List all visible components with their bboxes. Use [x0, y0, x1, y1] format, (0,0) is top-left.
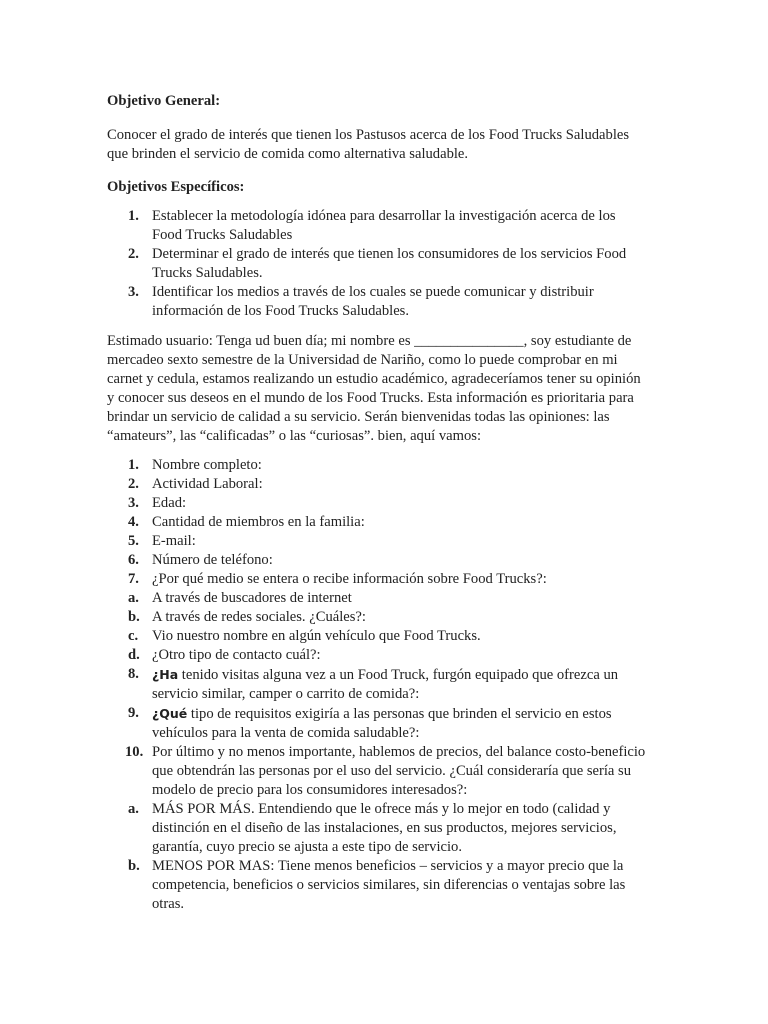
list-item-text: Nombre completo:	[152, 457, 262, 473]
question-9-bold-start: ¿Qué	[152, 706, 188, 721]
list-marker: 4.	[128, 514, 139, 530]
price-option-text: MENOS POR MAS: Tiene menos beneficios – servicios y a mayor precio que la competencia, beneficios o servicios similares, sin diferencias o ventajas sobre las otras.	[152, 858, 626, 912]
list-item-text: Edad:	[152, 495, 187, 511]
question-8-text: tenido visitas alguna vez a un Food Truck, furgón equipado que ofrezca un servicio similar, camper o carrito de comida?:	[152, 667, 619, 702]
list-item-text: A través de redes sociales. ¿Cuáles?:	[152, 609, 366, 625]
question-8	[107, 665, 647, 704]
price-option-text: MÁS POR MÁS. Entendiendo que le ofrece más y lo mejor en todo (calidad y distinción en el diseño de las instalaciones, en sus productos, mejores servicios, garantía, cuyo precio se ajusta a este tipo de servicio.	[152, 801, 617, 855]
list-marker: 7.	[128, 571, 139, 587]
list-marker: 2.	[128, 246, 139, 262]
intro-paragraph: Estimado usuario: Tenga ud buen día; mi nombre es _______________, soy estudiante de mercadeo sexto semestre de la Universidad de Nariño, como lo puede comprobar en mi carnet y cedula, estamos realizando un estudio académico, agradeceríamos tener su opinión y conocer sus deseos en el mundo de los Food Trucks. Esta información es prioritaria para brindar un servicio de calidad a su servicio. Serán bienvenidas todas las opiniones: las “amateurs”, las “calificadas” o las “curiosas”. bien, aquí vamos:	[107, 333, 641, 444]
list-item	[107, 283, 647, 321]
list-marker: c.	[128, 628, 139, 644]
list-item-text: A través de buscadores de internet	[152, 590, 352, 606]
general-objective-heading: Objetivo General:	[107, 93, 221, 109]
list-marker: 9.	[128, 705, 139, 721]
list-item	[107, 551, 647, 570]
list-item	[107, 456, 647, 475]
list-marker: 3.	[128, 284, 139, 300]
list-item	[107, 570, 647, 589]
list-marker: 6.	[128, 552, 139, 568]
question-9-text: tipo de requisitos exigiría a las personas que brinden el servicio en estos vehículos para la venta de comida saludable?:	[152, 706, 612, 741]
question-10-text: Por último y no menos importante, hablemos de precios, del balance costo-beneficio que obtendrán las personas por el uso del servicio. ¿Cuál consideraría que sería su modelo de precio para los consumidores interesados?:	[152, 744, 646, 798]
list-item-text: Vio nuestro nombre en algún vehículo que Food Trucks.	[152, 628, 481, 644]
list-item	[107, 627, 647, 646]
list-item-text: Cantidad de miembros en la familia:	[152, 514, 365, 530]
list-item	[107, 646, 647, 665]
list-marker: 3.	[128, 495, 139, 511]
list-item	[107, 532, 647, 551]
list-item	[107, 494, 647, 513]
list-item-text: ¿Otro tipo de contacto cuál?:	[152, 647, 321, 663]
question-9	[107, 704, 647, 743]
list-item-text: Número de teléfono:	[152, 552, 273, 568]
survey-list	[107, 456, 647, 914]
list-marker: 10.	[125, 744, 144, 760]
list-marker: 1.	[128, 457, 139, 473]
general-objective-text: Conocer el grado de interés que tienen los Pastusos acerca de los Food Trucks Saludables que brinden el servicio de comida como alternativa saludable.	[107, 127, 630, 162]
list-marker: 5.	[128, 533, 139, 549]
list-marker: b.	[128, 858, 140, 874]
list-marker: b.	[128, 609, 140, 625]
list-item-text: Identificar los medios a través de los cuales se puede comunicar y distribuir información de los Food Trucks Saludables.	[152, 284, 594, 319]
list-marker: 1.	[128, 208, 139, 224]
specific-objectives-heading: Objetivos Específicos:	[107, 179, 245, 195]
list-item-text: E-mail:	[152, 533, 196, 549]
list-item	[107, 589, 647, 608]
list-item	[107, 245, 647, 283]
list-item	[107, 513, 647, 532]
question-8-bold-start: ¿Ha	[152, 667, 179, 682]
price-option-a	[107, 800, 647, 857]
question-10	[107, 743, 647, 800]
list-marker: a.	[128, 801, 139, 817]
list-marker: d.	[128, 647, 140, 663]
list-item	[107, 475, 647, 494]
list-marker: 8.	[128, 666, 139, 682]
list-marker: a.	[128, 590, 139, 606]
list-item	[107, 207, 647, 245]
list-item-text: Determinar el grado de interés que tienen los consumidores de los servicios Food Trucks Saludables.	[152, 246, 627, 281]
price-option-b	[107, 857, 647, 914]
specific-objectives-list	[107, 207, 647, 321]
list-item-text: Establecer la metodología idónea para desarrollar la investigación acerca de los Food Trucks Saludables	[152, 208, 616, 243]
list-item-text: Actividad Laboral:	[152, 476, 263, 492]
document-page	[107, 92, 647, 914]
list-marker: 2.	[128, 476, 139, 492]
list-item	[107, 608, 647, 627]
list-item-text: ¿Por qué medio se entera o recibe información sobre Food Trucks?:	[152, 571, 547, 587]
